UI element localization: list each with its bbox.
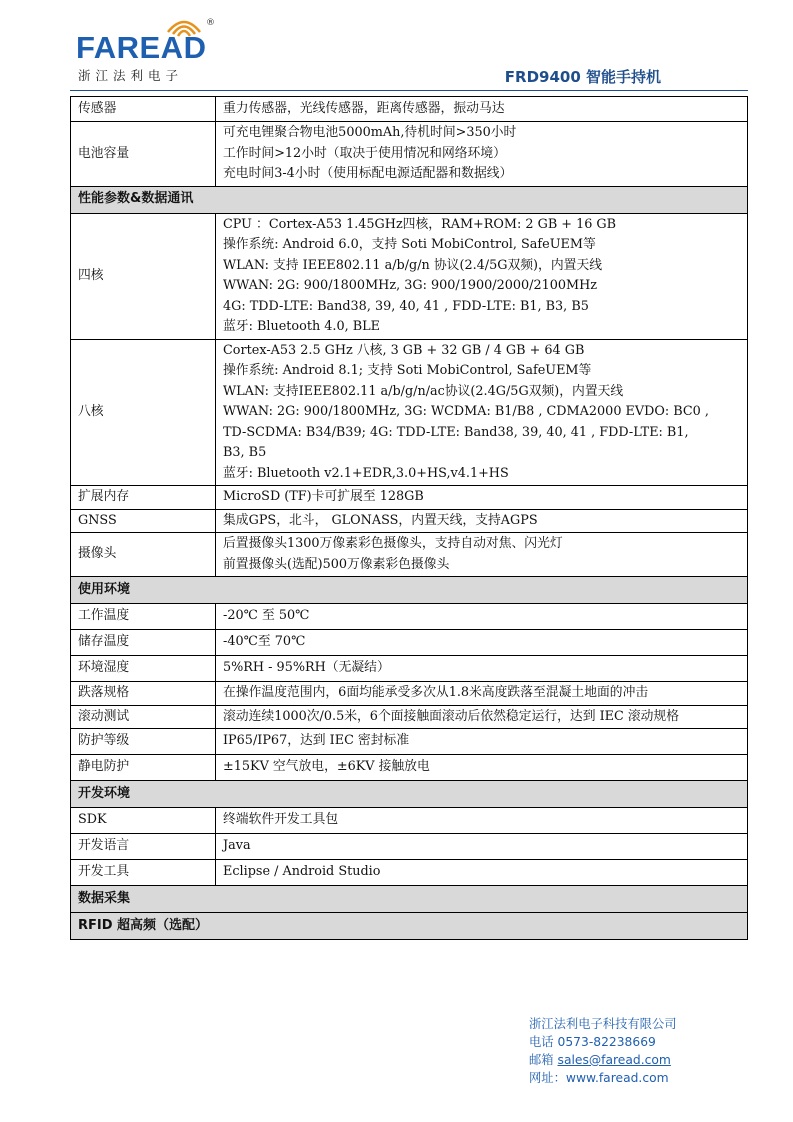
spec-key: 滚动测试 (71, 705, 216, 729)
spec-key: 环境湿度 (71, 656, 216, 682)
spec-value (216, 97, 748, 122)
table-row (71, 682, 748, 706)
section-title: 使用环境 (71, 577, 748, 604)
email-row (529, 1051, 677, 1069)
spec-line: WWAN: 2G: 900/1800MHz, 3G: WCDMA: B1/B8 , CDMA2000 EVDO: BC0 , (223, 404, 709, 419)
spec-value: 滚动连续1000次/0.5米，6个面接触面滚动后依然稳定运行，达到 IEC 滚动规格 (216, 705, 748, 729)
email-label: 邮箱 (529, 1053, 554, 1067)
spec-key: 跌落规格 (71, 682, 216, 706)
spec-value (216, 729, 748, 755)
logo-subtitle: 浙江法利电子 (78, 68, 184, 83)
table-row (71, 755, 748, 781)
spec-value: 在操作温度范围内，6面均能承受多次从1.8米高度跌落至混凝土地面的冲击 (216, 682, 748, 706)
spec-line: Java (223, 838, 251, 854)
spec-line: WWAN: 2G: 900/1800MHz, 3G: 900/1900/2000/2100MHz (223, 278, 598, 293)
spec-line: TD-SCDMA: B34/B39; 4G: TDD-LTE: Band38, 39, 40, 41 , FDD-LTE: B1, (223, 424, 689, 440)
spec-value (216, 630, 748, 656)
spec-line: Cortex-A53 2.5 GHz 八核, 3 GB + 32 GB / 4 GB + 64 GB (223, 342, 585, 358)
spec-line: 后置摄像头1300万像素彩色摄像头，支持自动对焦、闪光灯 (223, 536, 563, 551)
spec-key: 开发语言 (71, 834, 216, 860)
table-row (71, 705, 748, 729)
spec-line: Eclipse / Android Studio (223, 864, 381, 880)
spec-line: WLAN: 支持 IEEE802.11 a/b/g/n 协议(2.4/5G双频)，内置天线 (223, 257, 603, 273)
company-name: 浙江法利电子科技有限公司 (529, 1017, 677, 1031)
web-row (529, 1069, 677, 1087)
spec-value (216, 533, 748, 577)
table-row (71, 533, 748, 577)
spec-key: GNSS (71, 509, 216, 533)
spec-line: 充电时间3-4小时（使用标配电源适配器和数据线） (223, 166, 513, 181)
spec-line: 集成GPS，北斗， GLONASS，内置天线，支持AGPS (223, 512, 538, 528)
table-row (71, 834, 748, 860)
table-row (71, 630, 748, 656)
spec-line: 操作系统: Android 8.1; 支持 Soti MobiControl, SafeUEM等 (223, 363, 592, 378)
spec-line: 前置摄像头(选配)500万像素彩色摄像头 (223, 556, 450, 572)
spec-line: ±15KV 空气放电，±6KV 接触放电 (223, 759, 430, 775)
spec-value (216, 860, 748, 886)
spec-line: 工作时间>12小时（取决于使用情况和网络环境） (223, 145, 506, 161)
table-row (71, 213, 748, 339)
spec-value (216, 808, 748, 834)
phone-row (529, 1033, 677, 1051)
spec-line: 终端软件开发工具包 (223, 812, 339, 828)
web-address[interactable]: www.faread.com (565, 1071, 669, 1085)
registered-mark: ® (206, 18, 215, 28)
spec-line: -20℃ 至 50℃ (223, 608, 310, 624)
phone-label: 电话 (529, 1035, 554, 1049)
spec-key: 四核 (71, 213, 216, 339)
table-row (71, 808, 748, 834)
section-header (71, 781, 748, 808)
header-rule (70, 90, 748, 91)
spec-line: 5%RH - 95%RH（无凝结） (223, 660, 390, 676)
spec-key: 储存温度 (71, 630, 216, 656)
spec-value (216, 656, 748, 682)
table-row (71, 122, 748, 187)
spec-value (216, 604, 748, 630)
section-header (71, 913, 748, 940)
spec-line: -40℃至 70℃ (223, 634, 306, 650)
section-title: 开发环境 (71, 781, 748, 808)
spec-line: 蓝牙: Bluetooth 4.0, BLE (223, 319, 381, 334)
document-title: FRD9400 智能手持机 (504, 68, 661, 86)
spec-key: 传感器 (71, 97, 216, 122)
table-row (71, 860, 748, 886)
section-title: 性能参数&数据通讯 (71, 186, 748, 213)
spec-table (70, 96, 748, 940)
table-row (71, 97, 748, 122)
spec-key: 静电防护 (71, 755, 216, 781)
logo-wordmark: FAREAD (76, 30, 207, 65)
section-title: RFID 超高频（选配） (71, 913, 748, 940)
spec-key: SDK (71, 808, 216, 834)
spec-value (216, 509, 748, 533)
spec-line: 蓝牙: Bluetooth v2.1+EDR,3.0+HS,v4.1+HS (223, 465, 509, 481)
spec-key: 开发工具 (71, 860, 216, 886)
spec-value (216, 339, 748, 486)
spec-value (216, 834, 748, 860)
table-row (71, 656, 748, 682)
spec-line: WLAN: 支持IEEE802.11 a/b/g/n/ac协议(2.4G/5G双频)，内置天线 (223, 383, 624, 399)
spec-line: IP65/IP67，达到 IEC 密封标准 (223, 733, 410, 749)
spec-line: B3, B5 (223, 445, 267, 460)
spec-line: 4G: TDD-LTE: Band38, 39, 40, 41 , FDD-LTE: B1, B3, B5 (223, 298, 589, 314)
web-label: 网址： (529, 1071, 566, 1085)
spec-value (216, 122, 748, 187)
spec-value (216, 486, 748, 510)
section-header (71, 186, 748, 213)
table-row (71, 339, 748, 486)
spec-key: 摄像头 (71, 533, 216, 577)
spec-value (216, 213, 748, 339)
table-row (71, 729, 748, 755)
spec-line: 可充电锂聚合物电池5000mAh,待机时间>350小时 (223, 125, 517, 140)
email-link[interactable]: sales@faread.com (557, 1053, 671, 1067)
spec-line: MicroSD (TF)卡可扩展至 128GB (223, 489, 424, 504)
spec-key: 电池容量 (71, 122, 216, 187)
table-row (71, 486, 748, 510)
section-header (71, 577, 748, 604)
company-contact (529, 1015, 677, 1087)
spec-line: 操作系统: Android 6.0，支持 Soti MobiControl, SafeUEM等 (223, 237, 596, 252)
table-row (71, 604, 748, 630)
section-header (71, 886, 748, 913)
spec-value (216, 755, 748, 781)
company-logo (76, 18, 216, 82)
spec-line: 重力传感器，光线传感器，距离传感器，振动马达 (223, 100, 505, 116)
spec-line: CPU ：Cortex-A53 1.45GHz四核，RAM+ROM: 2 GB + 16 GB (223, 216, 617, 232)
spec-key: 扩展内存 (71, 486, 216, 510)
spec-key: 工作温度 (71, 604, 216, 630)
table-row (71, 509, 748, 533)
section-title: 数据采集 (71, 886, 748, 913)
spec-key: 八核 (71, 339, 216, 486)
spec-key: 防护等级 (71, 729, 216, 755)
phone-number: 0573-82238669 (557, 1035, 656, 1049)
